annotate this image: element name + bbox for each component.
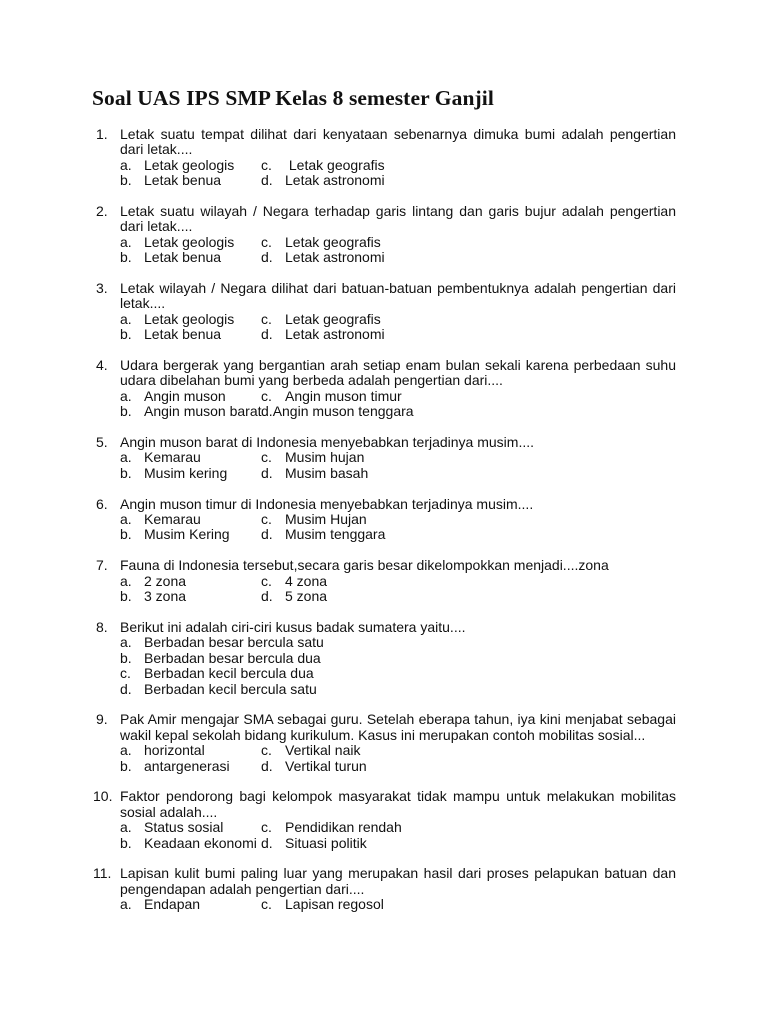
option-label: a. [120,819,132,836]
answer-option [120,512,261,527]
answer-option [120,466,261,481]
question-text: Letak suatu tempat dilihat dari kenyataan sebenarnya dimuka bumi adalah pengertian dari letak.... [120,126,676,158]
option-text: Letak geologis [144,233,235,250]
answer-option [261,589,561,604]
option-text: Berbadan besar bercula dua [144,649,321,666]
answer-option [120,250,261,265]
option-label: a. [120,233,132,250]
option-text: Angin muson barat [144,403,262,420]
answer-option [120,651,561,666]
option-text: Berbadan besar bercula satu [144,634,324,651]
option-label: c. [261,233,272,250]
answer-option [261,158,561,173]
question-text: Angin muson timur di Indonesia menyebabkan terjadinya musim.... [120,495,534,512]
question-item [96,127,676,189]
option-text: Lapisan regosol [285,896,384,913]
answer-option [261,527,561,542]
option-label: d. [261,588,273,605]
answer-option [261,836,561,851]
option-text: Angin muson [144,387,226,404]
answer-options [120,450,676,481]
question-text: Udara bergerak yang bergantian arah setiap enam bulan sekali karena perbedaan suhu udara dibelahan bumi yang berbeda adalah pengertian dari.... [120,357,676,389]
answer-option [120,666,561,681]
option-label: a. [120,572,132,589]
answer-option [120,404,261,419]
answer-option [120,389,261,404]
option-label: b. [120,588,132,605]
answer-option [120,327,261,342]
option-label: a. [120,511,132,528]
answer-option [261,250,561,265]
option-text: Letak geologis [144,310,235,327]
option-label: b. [120,834,132,851]
answer-options [120,635,676,697]
page-title: Soal UAS IPS SMP Kelas 8 semester Ganjil [92,86,494,110]
option-text: Musim basah [285,464,369,481]
option-text: Letak astronomi [285,249,385,266]
option-label: d. [261,403,273,420]
answer-option [120,312,261,327]
option-label: d. [261,172,273,189]
question-number: 6. [96,495,108,512]
option-text: Letak benua [144,326,222,343]
question-number: 2. [96,203,108,220]
option-text: Angin muson tenggara [272,403,414,420]
option-text: Vertikal naik [285,742,361,759]
option-label: a. [120,742,132,759]
option-label: c. [261,511,272,528]
question-number: 10. [93,788,113,805]
answer-option [120,527,261,542]
answer-option [261,450,561,465]
option-text: Keadaan ekonomi [144,834,257,851]
option-label: c. [261,449,272,466]
question-text: Letak suatu wilayah / Negara terhadap garis lintang dan garis bujur adalah pengertian dari letak.... [120,203,676,235]
option-text: Letak benua [144,172,222,189]
option-label: b. [120,172,132,189]
option-label: b. [120,403,132,420]
answer-option [261,312,561,327]
option-label: d. [261,326,273,343]
option-text: Kemarau [144,511,201,528]
option-label: b. [120,526,132,543]
option-text: 4 zona [285,572,328,589]
option-text: Berbadan kecil bercula dua [144,665,314,682]
option-text: Letak geografis [285,233,381,250]
question-item [96,358,676,420]
option-label: c. [261,572,272,589]
option-label: c. [120,665,131,682]
question-item [96,281,676,343]
question-number: 11. [93,865,112,882]
question-number: 4. [96,357,108,374]
answer-option [261,327,561,342]
question-text: Pak Amir mengajar SMA sebagai guru. Setelah eberapa tahun, iya kini menjabat sebagai wakil kepal sekolah bidang kurikulum. Kasus ini merupakan contoh mobilitas sosial... [120,711,676,743]
option-label: c. [261,819,272,836]
question-item [96,497,676,543]
question-text: Angin muson barat di Indonesia menyebabkan terjadinya musim.... [120,434,535,451]
question-number: 3. [96,280,108,297]
question-item [96,620,676,697]
option-text: 5 zona [285,588,328,605]
question-text: Berikut ini adalah ciri-ciri kusus badak sumatera yaitu.... [120,618,466,635]
answer-option [120,158,261,173]
answer-option [120,173,261,188]
option-label: c. [261,310,272,327]
question-item [96,712,676,774]
answer-option [261,574,561,589]
option-text: antargenerasi [144,757,230,774]
question-item [96,435,676,481]
question-item [93,788,676,851]
option-text: Musim tenggara [285,526,386,543]
answer-option [120,897,261,912]
option-label: a. [120,634,132,651]
option-label: c. [261,742,272,759]
option-text: Musim Hujan [285,511,367,528]
answer-option [261,897,561,912]
answer-options [120,235,676,266]
answer-options [120,574,676,605]
question-text: Faktor pendorong bagi kelompok masyarakat tidak mampu untuk melakukan mobilitas sosial adalah.... [120,788,676,820]
option-text: Musim hujan [285,449,365,466]
answer-options [120,820,676,851]
answer-option [120,820,261,835]
answer-option [120,235,261,250]
answer-options [120,743,676,774]
question-text: Fauna di Indonesia tersebut,secara garis besar dikelompokkan menjadi....zona [120,557,609,574]
option-text: Endapan [144,896,201,913]
answer-option [120,836,261,851]
answer-option [261,512,561,527]
answer-option [120,589,261,604]
option-label: a. [120,387,132,404]
question-text: Letak wilayah / Negara dilihat dari batuan-batuan pembentuknya adalah pengertian dari letak.... [120,280,676,312]
answer-options [120,897,676,912]
option-text: 2 zona [144,572,187,589]
option-text: 3 zona [144,588,187,605]
answer-option [261,235,561,250]
question-number: 7. [96,557,108,574]
option-label: a. [120,896,132,913]
answer-option [261,173,561,188]
option-text: Angin muson timur [285,387,402,404]
answer-option [261,743,561,758]
question-item [93,865,676,913]
answer-option [120,743,261,758]
option-label: b. [120,757,132,774]
option-text: Letak geografis [285,310,381,327]
option-text: Letak benua [144,249,222,266]
option-label: d. [261,249,273,266]
option-text: Letak geologis [144,156,235,173]
question-number: 9. [96,711,108,728]
answer-options [120,389,676,420]
answer-option [120,635,561,650]
question-number: 5. [96,434,108,451]
option-text: Kemarau [144,449,201,466]
option-text: Letak geografis [285,156,385,173]
option-text: Musim Kering [144,526,230,543]
answer-option [120,574,261,589]
option-text: Situasi politik [285,834,367,851]
answer-option [261,820,561,835]
answer-option [120,759,261,774]
option-label: d. [261,464,273,481]
option-label: b. [120,326,132,343]
option-text: Status sosial [144,819,224,836]
answer-option [120,450,261,465]
option-label: a. [120,156,132,173]
question-text: Lapisan kulit bumi paling luar yang merupakan hasil dari proses pelapukan batuan dan pengendapan adalah pengertian dari.... [120,865,676,897]
option-label: a. [120,449,132,466]
option-text: Vertikal turun [285,757,367,774]
option-label: d. [120,680,132,697]
option-text: Letak astronomi [285,172,385,189]
option-label: c. [261,896,272,913]
option-text: Pendidikan rendah [285,819,402,836]
option-label: b. [120,249,132,266]
question-number: 8. [96,618,108,635]
answer-option [261,466,561,481]
answer-options [120,512,676,543]
answer-options [120,312,676,343]
option-text: horizontal [144,742,205,759]
question-item [96,558,676,604]
option-label: b. [120,649,132,666]
answer-option [120,682,561,697]
question-item [96,204,676,266]
answer-option [261,404,561,419]
option-label: c. [261,387,272,404]
question-list [93,126,676,928]
question-number: 1. [96,126,108,142]
option-label: d. [261,526,273,543]
option-text: Berbadan kecil bercula satu [144,680,317,697]
option-text: Letak astronomi [285,326,385,343]
answer-option [261,389,561,404]
option-label: b. [120,464,132,481]
answer-option [261,759,561,774]
option-label: a. [120,310,132,327]
option-label: c. [261,156,272,173]
option-text: Musim kering [144,464,228,481]
answer-options [120,158,676,189]
option-label: d. [261,757,273,774]
option-label: d. [261,834,273,851]
